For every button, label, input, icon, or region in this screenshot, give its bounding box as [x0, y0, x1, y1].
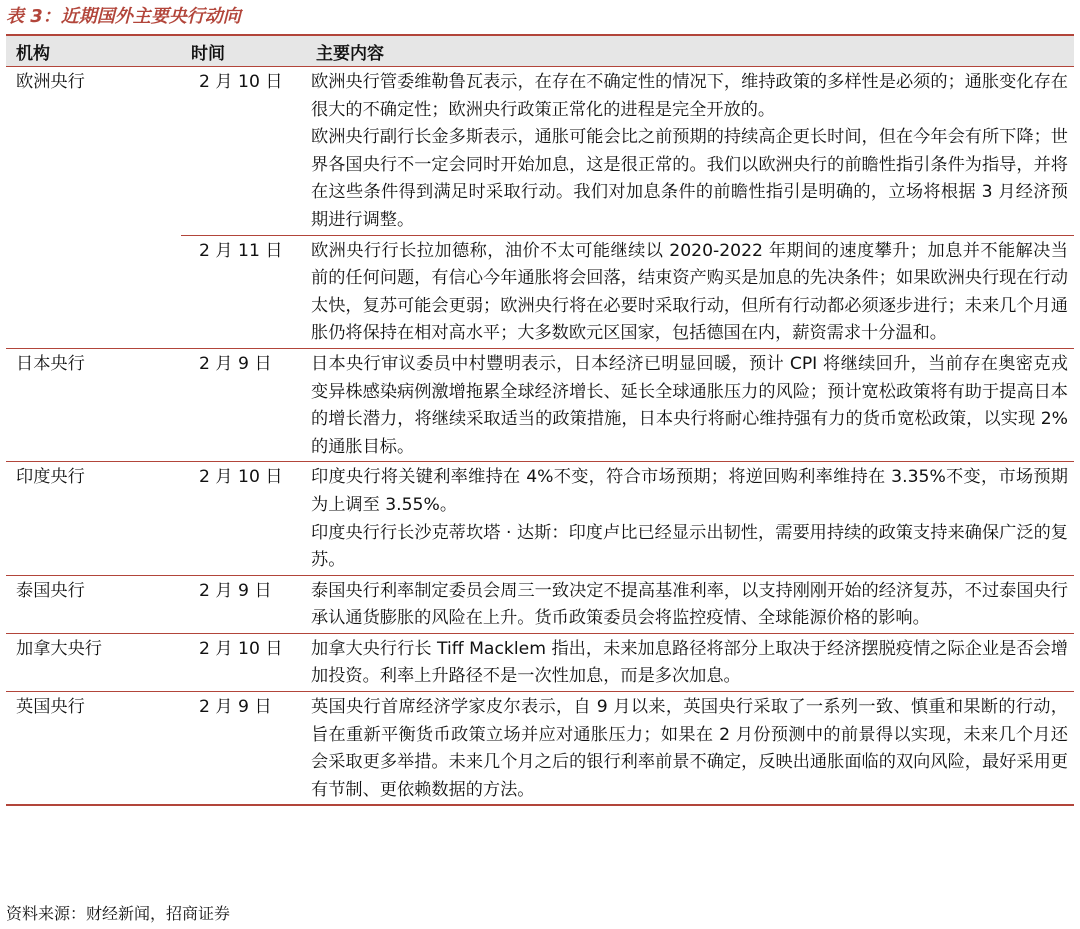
content-cell: [311, 462, 1074, 575]
content-paragraph: 泰国央行利率制定委员会周三一致决定不提高基准利率，以支持刚刚开始的经济复苏，不过泰国央行承认通货膨胀的风险在上升。货币政策委员会将监控疫情、全球能源价格的影响。: [311, 580, 1068, 629]
header-content: 主要内容: [311, 35, 1074, 67]
date-cell: 2 月 10 日: [181, 67, 311, 236]
date-cell: 2 月 9 日: [181, 348, 311, 461]
table-row: [6, 462, 1074, 575]
content-cell: [311, 692, 1074, 806]
central-bank-table: [6, 34, 1074, 806]
content-paragraph: 印度央行将关键利率维持在 4%不变，符合市场预期；将逆回购利率维持在 3.35%不变，市场预期为上调至 3.55%。: [311, 467, 1068, 515]
content-cell: [311, 575, 1074, 633]
table-row: [6, 692, 1074, 806]
content-paragraph: 欧洲央行行长拉加德称，油价不太可能继续以 2020-2022 年期间的速度攀升；加息并不能解决当前的任何问题，有信心今年通胀将会回落，结束资产购买是加息的先决条件；如果欧洲央行现在行动太快，复苏可能会更弱；欧洲央行将在必要时采取行动，但所有行动都必须逐步进行；未来几个月通胀仍将保持在相对高水平；大多数欧元区国家，包括德国在内，薪资需求十分温和。: [311, 240, 1068, 344]
date-cell: 2 月 11 日: [181, 235, 311, 348]
content-paragraph: 印度央行行长沙克蒂坎塔 · 达斯：印度卢比已经显示出韧性，需要用持续的政策支持来确保广泛的复苏。: [311, 522, 1068, 571]
institution-cell: 欧洲央行: [6, 67, 181, 349]
institution-cell: 印度央行: [6, 462, 181, 575]
table-title: 表 3：近期国外主要央行动向: [6, 6, 241, 27]
table-row: [6, 633, 1074, 691]
content-paragraph: 欧洲央行管委维勒鲁瓦表示，在存在不确定性的情况下，维持政策的多样性是必须的；通胀变化存在很大的不确定性；欧洲央行政策正常化的进程是完全开放的。: [311, 72, 1068, 120]
source-note: 资料来源：财经新闻，招商证券: [6, 904, 231, 923]
content-paragraph: 加拿大央行行长 Tiff Macklem 指出，未来加息路径将部分上取决于经济摆脱疫情之际企业是否会增加投资。利率上升路径不是一次性加息，而是多次加息。: [311, 638, 1068, 687]
content-paragraph: 英国央行首席经济学家皮尔表示，自 9 月以来，英国央行采取了一系列一致、慎重和果断的行动，旨在重新平衡货币政策立场并应对通胀压力；如果在 2 月份预测中的前景得以实现，未来几个月还会采取更多举措。未来几个月之后的银行利率前景不确定，反映出通胀面临的双向风险，最好采用更有节制、更依赖数据的方法。: [311, 697, 1068, 800]
content-cell: [311, 633, 1074, 691]
content-cell: [311, 235, 1074, 348]
table-row: [6, 67, 1074, 236]
institution-cell: 泰国央行: [6, 575, 181, 633]
institution-cell: 加拿大央行: [6, 633, 181, 691]
date-cell: 2 月 9 日: [181, 692, 311, 806]
institution-cell: 日本央行: [6, 348, 181, 461]
content-cell: [311, 67, 1074, 236]
content-cell: [311, 348, 1074, 461]
table-row: [6, 575, 1074, 633]
content-paragraph: 日本央行审议委员中村豐明表示，日本经济已明显回暖，预计 CPI 将继续回升，当前存在奥密克戎变异株感染病例激增拖累全球经济增长、延长全球通胀压力的风险；预计宽松政策将有助于提高日本的增长潜力，将继续采取适当的政策措施，日本央行将耐心维持强有力的货币宽松政策，以实现 2%的通胀目标。: [311, 353, 1068, 457]
header-time: 时间: [181, 35, 311, 67]
date-cell: 2 月 9 日: [181, 575, 311, 633]
date-cell: 2 月 10 日: [181, 633, 311, 691]
header-institution: 机构: [6, 35, 181, 67]
content-paragraph: 欧洲央行副行长金多斯表示，通胀可能会比之前预期的持续高企更长时间，但在今年会有所下降；世界各国央行不一定会同时开始加息，这是很正常的。我们以欧洲央行的前瞻性指引条件为指导，并将在这些条件得到满足时采取行动。我们对加息条件的前瞻性指引是明确的，立场将根据 3 月经济预期进行调整。: [311, 127, 1068, 230]
table-row: [6, 348, 1074, 461]
institution-cell: 英国央行: [6, 692, 181, 806]
date-cell: 2 月 10 日: [181, 462, 311, 575]
table-header-row: [6, 35, 1074, 67]
